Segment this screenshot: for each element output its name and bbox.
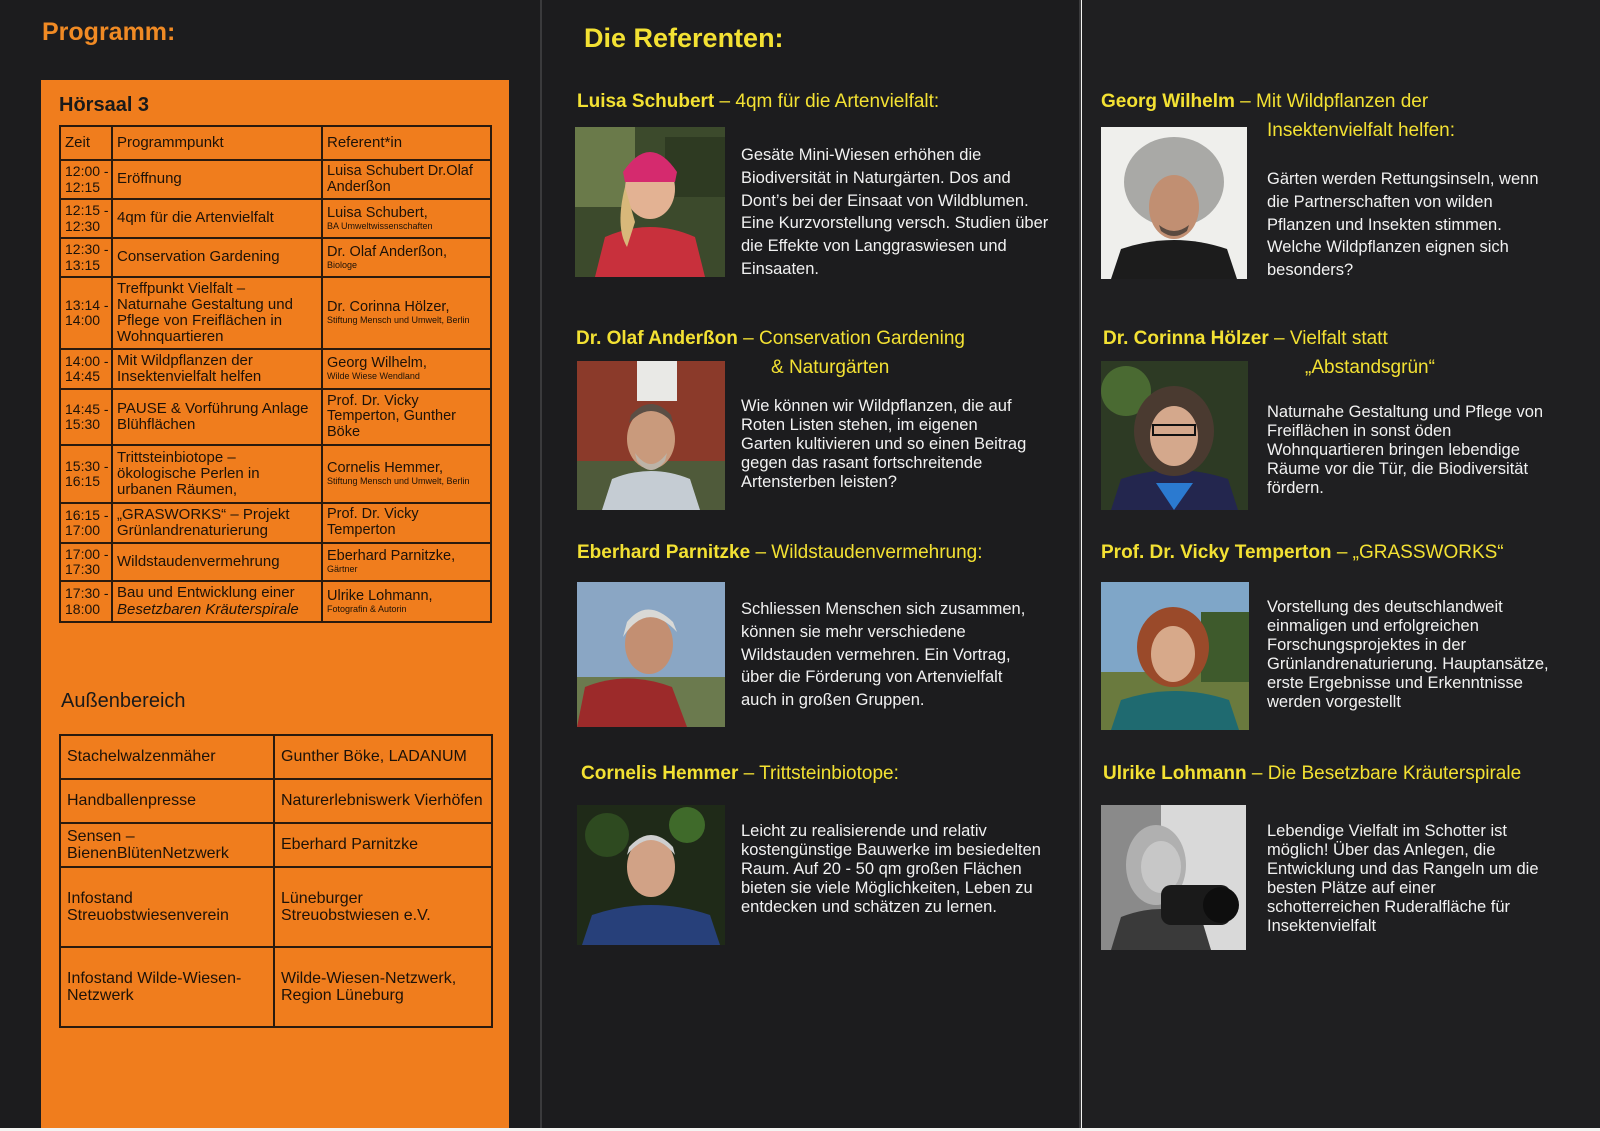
fold-line [1079,0,1081,1128]
table-row [60,277,491,349]
program-title: Programm: [42,18,176,46]
item-cell: Mit Wildpflanzen der Insektenvielfalt helfen [112,349,322,389]
referent-cell [322,238,491,277]
time-cell: 13:14 - 14:00 [60,277,112,349]
speaker-photo [1101,361,1248,510]
item-text: Bau und Entwicklung einer [117,584,295,602]
speaker-topic-line2: Insektenvielfalt helfen: [1267,120,1456,142]
referent-affiliation: Wilde Wiese Wendland [327,371,420,382]
table-row [60,503,491,543]
referent-name: Dr. Corinna Hölzer, [327,299,450,316]
provider-cell: Naturerlebniswerk Vierhöfen [274,779,492,823]
hoersaal-title: Hörsaal 3 [59,94,150,116]
table-row [60,445,491,503]
referent-cell [322,349,491,389]
speaker-topic: „GRASSWORKS“ [1352,542,1504,563]
referent-name: Ulrike Lohmann, [327,587,433,604]
speaker-description: Gesäte Mini-Wiesen erhöhen die Biodiversität in Naturgärten. Dos and Dont’s bei der Einsaat von Wildblumen. Eine Kurzvorstellung versch. Studien über die Effekte von Langgraswiesen und Einsaaten. [741,146,1049,278]
referent-cell: Prof. Dr. Vicky Temperton [322,503,491,543]
table-row [60,947,492,1027]
aussenbereich-table [59,734,493,1028]
referent-affiliation: Fotografin & Autorin [327,603,407,614]
speaker-photo [575,127,725,277]
speaker-topic: 4qm für die Artenvielfalt: [735,91,940,112]
referent-affiliation: BA Umweltwissenschaften [327,220,433,231]
speaker-heading: Dr. Olaf Anderßon – Conservation Gardening & Naturgärten [576,328,965,379]
speaker-topic-line2: „Abstandsgrün“ [1305,357,1435,379]
speaker-description: Naturnahe Gestaltung und Pflege von Freiflächen in sonst öden Wohnquartieren bringen lebendige Räume vor die Tür, die Biodiversität fördern. [1267,403,1544,497]
speaker-topic: Die Besetzbare Kräuterspirale [1267,763,1522,784]
header-time: Zeit [60,126,112,160]
provider-cell: Wilde-Wiesen-Netzwerk, Region Lüneburg [274,947,492,1027]
speaker-photo [577,582,725,727]
speaker-topic: Vielfalt statt [1289,328,1388,349]
speaker-photo [577,805,725,945]
speaker-name: Ulrike Lohmann [1103,763,1247,784]
speaker-topic: Conservation Gardening [759,328,965,349]
item-text-italic: Besetzbaren Kräuterspirale [117,600,299,618]
referent-name: Luisa Schubert, [327,204,428,221]
speaker-description: Gärten werden Rettungsinseln, wenn die Partnerschaften von wilden Pflanzen und Insekten stimmen. Welche Wildpflanzen eignen sich besonders? [1267,170,1539,280]
aussenbereich-title: Außenbereich [61,690,186,712]
item-cell: 4qm für die Artenvielfalt [112,199,322,238]
speaker-topic: Mit Wildpflanzen der [1256,91,1429,112]
table-row [60,779,492,823]
speaker-topic: Trittsteinbiotope: [759,763,899,784]
station-cell: Stachelwalzenmäher [60,735,274,779]
time-cell: 12:15 - 12:30 [60,199,112,238]
item-cell: Treffpunkt Vielfalt – Naturnahe Gestaltung und Pflege von Freiflächen in Wohnquartieren [112,277,322,349]
referent-cell [322,199,491,238]
speaker-name: Luisa Schubert [577,91,715,112]
table-row [60,867,492,947]
time-cell: 14:00 - 14:45 [60,349,112,389]
table-row [60,543,491,581]
referent-name: Dr. Olaf Anderßon, [327,243,448,260]
item-cell [112,581,322,622]
item-cell: Wildstaudenvermehrung [112,543,322,581]
speaker-description: Lebendige Vielfalt im Schotter ist möglich! Über das Anlegen, die Entwicklung und das Rangeln um die besten Plätze auf einer schotterreichen Ruderalfläche für Insektenvielfalt [1267,822,1539,935]
speaker-topic: Wildstaudenvermehrung: [771,542,983,563]
header-referent: Referent*in [322,126,491,160]
speaker-photo [1101,805,1246,950]
station-cell: Infostand Wilde-Wiesen-Netzwerk [60,947,274,1027]
time-cell: 16:15 - 17:00 [60,503,112,543]
speaker-heading: Georg Wilhelm – Mit Wildpflanzen der Insektenvielfalt helfen: [1101,91,1456,142]
speaker-heading: Prof. Dr. Vicky Temperton – „GRASSWORKS“ [1101,542,1504,563]
table-row [60,349,491,389]
speaker-photo [1101,582,1249,730]
time-cell: 15:30 - 16:15 [60,445,112,503]
referent-cell: Prof. Dr. Vicky Temperton, Gunther Böke [322,389,491,445]
speaker-name: Dr. Olaf Anderßon [576,328,738,349]
table-row [60,199,491,238]
item-cell: PAUSE & Vorführung Anlage Blühflächen [112,389,322,445]
table-header-row [60,126,491,160]
time-cell: 17:30 - 18:00 [60,581,112,622]
referent-cell [322,445,491,503]
referent-affiliation: Stiftung Mensch und Umwelt, Berlin [327,476,470,487]
time-cell: 12:00 - 12:15 [60,160,112,199]
speaker-name: Cornelis Hemmer [581,763,739,784]
speaker-description: Leicht zu realisierende und relativ kostengünstige Bauwerke im besiedelten Raum. Auf 20 - 50 qm großen Flächen bieten sie viele Möglichkeiten, Leben zu entdecken und schätzen zu lernen. [741,822,1041,916]
provider-cell: Gunther Böke, LADANUM [274,735,492,779]
table-row [60,389,491,445]
table-row [60,160,491,199]
speaker-heading: Ulrike Lohmann – Die Besetzbare Kräuterspirale [1103,763,1522,784]
table-row [60,823,492,867]
speaker-topic-line2: & Naturgärten [771,357,890,379]
referent-affiliation: Stiftung Mensch und Umwelt, Berlin [327,315,470,326]
referent-name: Georg Wilhelm, [327,355,427,372]
speaker-photo [577,361,725,510]
referent-name: Eberhard Parnitzke, [327,548,456,565]
speaker-heading: Luisa Schubert – 4qm für die Artenvielfalt: [577,91,940,112]
item-cell: „GRASWORKS“ – Projekt Grünlandrenaturierung [112,503,322,543]
item-cell: Eröffnung [112,160,322,199]
speaker-description: Vorstellung des deutschlandweit einmaligen und erfolgreichen Forschungsprojektes in der Grünlandrenaturierung. Hauptansätze, erste Ergebnisse und Erkenntnisse werden vorgestellt [1267,598,1549,711]
table-row [60,735,492,779]
referent-cell [322,581,491,622]
time-cell: 17:00 - 17:30 [60,543,112,581]
speaker-heading: Dr. Corinna Hölzer – Vielfalt statt „Abstandsgrün“ [1103,328,1435,379]
station-cell: Sensen – BienenBlütenNetzwerk [60,823,274,867]
speaker-heading: Eberhard Parnitzke – Wildstaudenvermehrung: [577,542,983,563]
table-row [60,581,491,622]
referent-cell [322,543,491,581]
speaker-name: Dr. Corinna Hölzer [1103,328,1269,349]
speakers-title: Die Referenten: [584,23,784,53]
header-item: Programmpunkt [112,126,322,160]
referent-affiliation: Gärtner [327,564,358,575]
speaker-description: Wie können wir Wildpflanzen, die auf Roten Listen stehen, im eigenen Garten kultivieren und so einen Beitrag gegen das rasant fortschreitende Artensterben leisten? [741,397,1027,491]
item-cell: Conservation Gardening [112,238,322,277]
fold-line [540,0,542,1128]
speaker-name: Prof. Dr. Vicky Temperton [1101,542,1332,563]
referent-name: Cornelis Hemmer, [327,460,444,477]
speaker-description: Schliessen Menschen sich zusammen, können sie mehr verschiedene Wildstauden vermehren. Ein Vortrag, über die Förderung von Artenvielfalt auch in großen Gruppen. [741,600,1026,710]
provider-cell: Lüneburger Streuobstwiesen e.V. [274,867,492,947]
speaker-photo [1101,127,1247,279]
referent-cell: Luisa Schubert Dr.Olaf Anderßon [322,160,491,199]
speaker-name: Eberhard Parnitzke [577,542,751,563]
time-cell: 14:45 - 15:30 [60,389,112,445]
referent-affiliation: Biologe [327,259,358,270]
provider-cell: Eberhard Parnitzke [274,823,492,867]
hoersaal-schedule-table [59,125,492,623]
item-cell: Trittsteinbiotope – ökologische Perlen in urbanen Räumen, [112,445,322,503]
station-cell: Handballenpresse [60,779,274,823]
table-row [60,238,491,277]
speaker-name: Georg Wilhelm [1101,91,1235,112]
speaker-heading: Cornelis Hemmer – Trittsteinbiotope: [581,763,899,784]
referent-cell [322,277,491,349]
station-cell: Infostand Streuobstwiesenverein [60,867,274,947]
time-cell: 12:30 - 13:15 [60,238,112,277]
